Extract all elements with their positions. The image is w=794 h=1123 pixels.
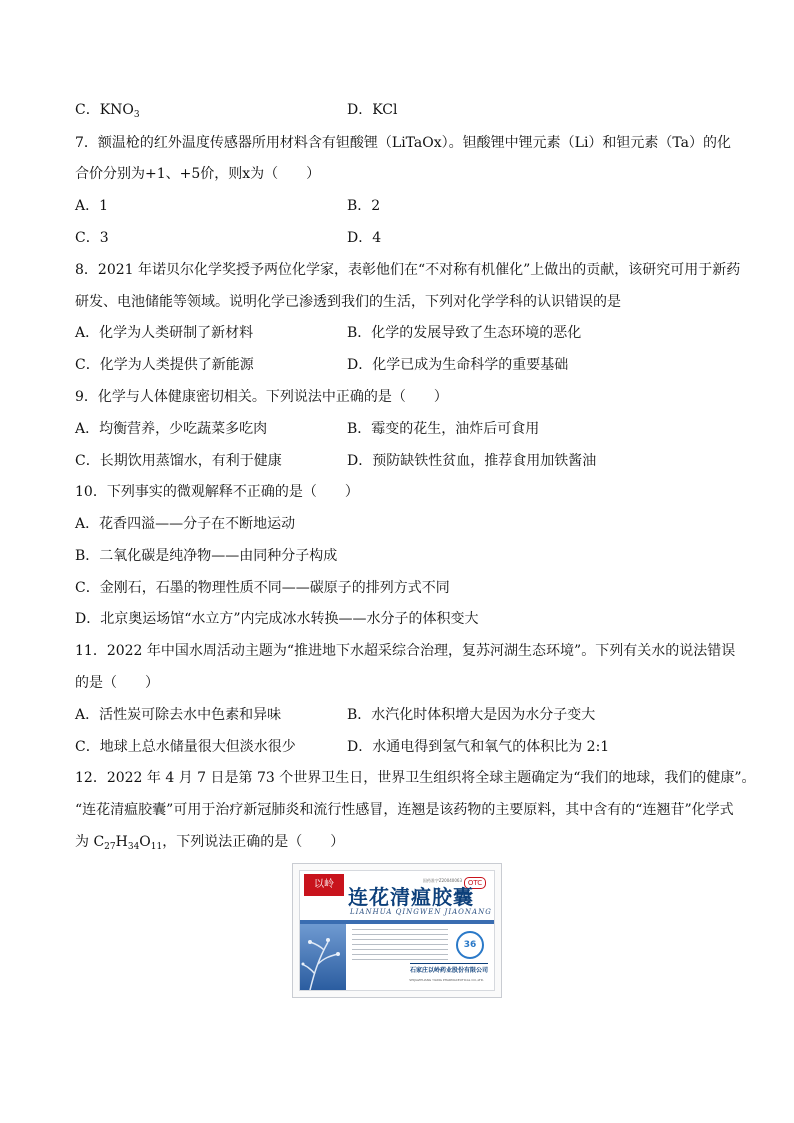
q8-stem-line1: 8．2021 年诺贝尔化学奖授予两位化学家，表彰他们在“不对称有机催化”上做出的贡献，该研究可用于新药 [75, 262, 741, 278]
q12-stem-line1: 12．2022 年 4 月 7 日是第 73 个世界卫生日，世界卫生组织将全球主题确定为“我们的地球，我们的健康”。 [75, 770, 756, 786]
capsule-count-badge: 36 [456, 931, 484, 959]
q11-option-c: C．地球上总水储量很大但淡水很少 [75, 739, 296, 755]
package-fine-print [352, 929, 448, 963]
q9-stem: 9．化学与人体健康密切相关。下列说法中正确的是（ ） [75, 389, 448, 405]
plant-illustration [300, 924, 346, 990]
q7-option-d: D．4 [347, 230, 382, 246]
manufacturer-name: 石家庄以岭药业股份有限公司 [410, 963, 488, 974]
q10-option-a: A．花香四溢——分子在不断地运动 [75, 516, 296, 532]
q7-stem-line2: 合价分别为+1、+5价，则x为（ ） [75, 166, 321, 182]
q12-stem-line3: 为 $C_{27}H_{34}O_{11}$，下列说法正确的是（ ） [75, 834, 345, 852]
q6-option-c: C．$KNO_3$ [75, 102, 140, 120]
q10-option-d: D．北京奥运场馆“水立方”内完成冰水转换——水分子的体积变大 [75, 611, 479, 627]
brand-logo: 以岭 [304, 874, 344, 896]
q7-stem-line1: 7．额温枪的红外温度传感器所用材料含有钽酸锂（LiTaOx）。钽酸锂中锂元素（Li）和钽元素（Ta）的化 [75, 135, 732, 151]
approval-number: 国药准字Z20040063 [422, 878, 462, 883]
q11-option-a: A．活性炭可除去水中色素和异味 [75, 707, 282, 723]
q9-option-c: C．长期饮用蒸馏水，有利于健康 [75, 453, 282, 469]
q12-stem-line2: “连花清瘟胶囊”可用于治疗新冠肺炎和流行性感冒，连翘是该药物的主要原料，其中含有的“连翘苷”化学式 [75, 802, 734, 818]
forsythia-plant-icon [300, 924, 346, 990]
q11-stem-line2: 的是（ ） [75, 675, 159, 691]
q7-option-a: A．1 [75, 198, 109, 214]
q6-option-d: D．KCl [347, 102, 398, 118]
q9-option-b: B．霉变的花生，油炸后可食用 [347, 421, 540, 437]
q7-option-b: B．2 [347, 198, 381, 214]
q10-stem: 10．下列事实的微观解释不正确的是（ ） [75, 484, 359, 500]
medicine-box-image [292, 863, 502, 998]
medicine-pinyin: LIANHUA QINGWEN JIAONANG [350, 908, 492, 916]
q11-stem-line1: 11．2022 年中国水周活动主题为“推进地下水超采综合治理，复苏河湖生态环境”。下列有关水的说法错误 [75, 643, 736, 659]
q7-option-c: C．3 [75, 230, 109, 246]
manufacturer-name-en: SHIJIAZHUANG YILING PHARMACEUTICAL CO.,LTD. [409, 978, 484, 982]
q8-option-b: B．化学的发展导致了生态环境的恶化 [347, 325, 582, 341]
q11-option-d: D．水通电得到氢气和氧气的体积比为 2:1 [347, 739, 610, 755]
q11-option-b: B．水汽化时体积增大是因为水分子变大 [347, 707, 596, 723]
q8-option-a: A．化学为人类研制了新材料 [75, 325, 254, 341]
q8-stem-line2: 研发、电池储能等领域。说明化学已渗透到我们的生活，下列对化学学科的认识错误的是 [75, 294, 621, 310]
q10-option-c: C．金刚石，石墨的物理性质不同——碳原子的排列方式不同 [75, 580, 450, 596]
q8-option-d: D．化学已成为生命科学的重要基础 [347, 357, 569, 373]
otc-badge: OTC [464, 877, 486, 889]
q10-option-b: B．二氧化碳是纯净物——由同种分子构成 [75, 548, 338, 564]
q9-option-d: D．预防缺铁性贫血，推荐食用加铁酱油 [347, 453, 597, 469]
medicine-title: 连花清瘟胶囊 [348, 885, 474, 909]
medicine-box-front [299, 870, 495, 991]
q8-option-c: C．化学为人类提供了新能源 [75, 357, 254, 373]
q9-option-a: A．均衡营养，少吃蔬菜多吃肉 [75, 421, 268, 437]
